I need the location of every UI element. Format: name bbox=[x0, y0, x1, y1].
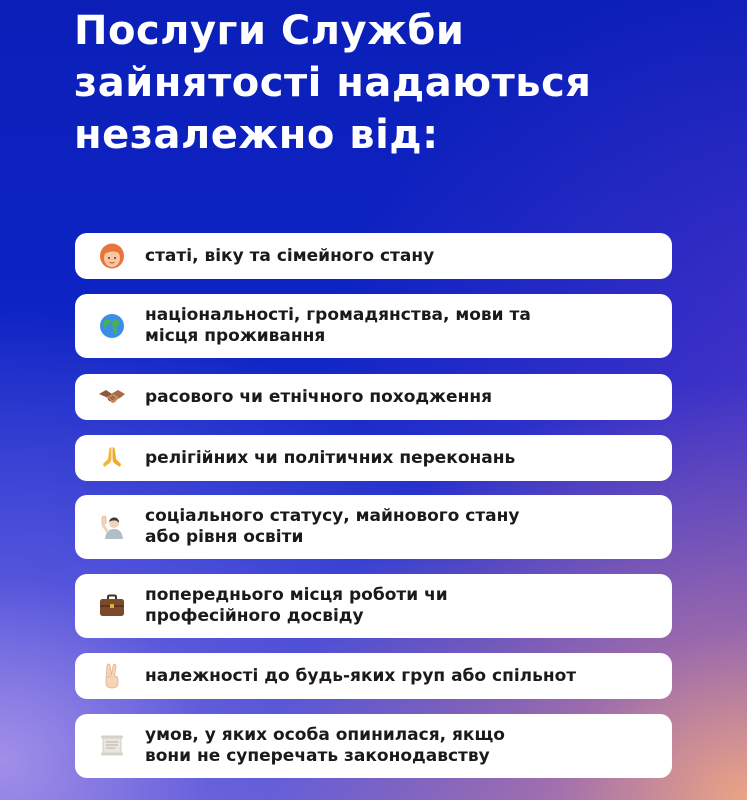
item-label: расового чи етнічного походження bbox=[145, 386, 492, 407]
list-item bbox=[75, 653, 672, 699]
item-label: релігійних чи політичних переконань bbox=[145, 447, 516, 468]
woman-face-icon bbox=[97, 241, 127, 271]
victory-hand-icon bbox=[97, 661, 127, 691]
list-item bbox=[75, 233, 672, 279]
item-label: належності до будь-яких груп або спільнот bbox=[145, 665, 577, 686]
briefcase-icon bbox=[97, 591, 127, 621]
list-item bbox=[75, 714, 672, 778]
handshake-icon bbox=[97, 382, 127, 412]
item-label: статі, віку та сімейного стану bbox=[145, 245, 435, 266]
globe-icon bbox=[97, 311, 127, 341]
list-item bbox=[75, 435, 672, 481]
praying-hands-icon bbox=[97, 443, 127, 473]
item-label: умов, у яких особа опинилася, якщо вони не суперечать законодавству bbox=[145, 725, 505, 766]
page-title: Послуги Служби зайнятості надаються незалежно від: bbox=[74, 8, 592, 158]
item-label: національності, громадянства, мови та місця проживання bbox=[145, 305, 531, 346]
raised-hand-person-icon bbox=[97, 512, 127, 542]
list-item bbox=[75, 294, 672, 358]
scroll-icon bbox=[97, 731, 127, 761]
list-item bbox=[75, 374, 672, 420]
item-label: соціального статусу, майнового стану або рівня освіти bbox=[145, 506, 520, 547]
list-item bbox=[75, 495, 672, 559]
list-item bbox=[75, 574, 672, 638]
item-label: попереднього місця роботи чи професійного досвіду bbox=[145, 585, 448, 626]
